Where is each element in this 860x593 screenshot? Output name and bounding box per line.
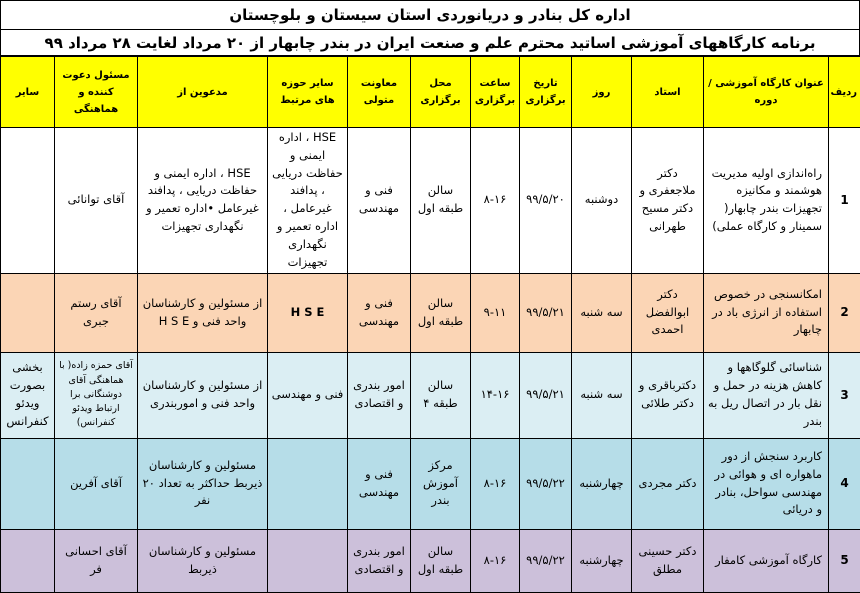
other-cell [1,438,55,529]
other-cell [1,273,55,352]
header-row [1,57,860,128]
col-header-venue: محل برگزاری [411,57,471,128]
coordinator-cell: آقای احسانی فر [55,529,138,592]
deputy-cell: فنی و مهندسی [348,128,411,274]
invitees-cell: از مسئولین و کارشناسان واحد فنی و اموربندری [138,352,268,438]
other-cell [1,529,55,592]
teacher-cell: دکتر حسینی مطلق [632,529,704,592]
row-number: 5 [829,529,860,592]
date-cell: ۹۹/۵/۲۱ [520,352,572,438]
invitees-cell: مسئولین و کارشناسان ذیربط [138,529,268,592]
coordinator-cell: آقای حمزه زاده( با هماهنگی آقای دوشنگانی برا ارتباط ویدئو کنفرانس) [55,352,138,438]
workshop-subject: کاربرد سنجش از دور ماهواره ای و هوائی در مهندسی سواحل، بنادر و دریائی [704,438,829,529]
table-row [1,128,860,274]
venue-cell: سالن طبقه اول [411,273,471,352]
related-fields-cell: H S E [268,273,348,352]
workshop-subject: امکانسنجی در خصوص استفاده از انرژی باد در چابهار [704,273,829,352]
coordinator-cell: آقای آفرین [55,438,138,529]
coordinator-cell: آقای رستم جبری [55,273,138,352]
related-fields-cell: فنی و مهندسی [268,352,348,438]
col-header-date: تاریخ برگزاری [520,57,572,128]
coordinator-cell: آقای توانائی [55,128,138,274]
col-header-time: ساعت برگزاری [471,57,520,128]
row-number: 2 [829,273,860,352]
col-header-day: روز [572,57,632,128]
col-header-invitees: مدعوین از [138,57,268,128]
col-header-related-fields: سایر حوزه های مرتبط [268,57,348,128]
deputy-cell: امور بندری و اقتصادی [348,352,411,438]
invitees-cell: HSE ، اداره ایمنی و حفاظت دریایی ، پدافند غیرعامل •اداره تعمیر و نگهداری تجهیزات [138,128,268,274]
venue-cell: سالن طبقه اول [411,128,471,274]
venue-cell: سالن طبقه ۴ [411,352,471,438]
table-row [1,529,860,592]
time-cell: ۹-۱۱ [471,273,520,352]
program-title: برنامه کارگاههای آموزشی اساتید محترم علم و صنعت ایران در بندر چابهار از ۲۰ مرداد لغایت ۲۸ مرداد ۹۹ [0,30,860,56]
deputy-cell: فنی و مهندسی [348,273,411,352]
row-number: 4 [829,438,860,529]
schedule-table [0,56,860,593]
col-header-subject: عنوان کارگاه آموزشی /دوره [704,57,829,128]
deputy-cell: امور بندری و اقتصادی [348,529,411,592]
date-cell: ۹۹/۵/۲۱ [520,273,572,352]
deputy-cell: فنی و مهندسی [348,438,411,529]
day-cell: چهارشنبه [572,529,632,592]
table-row [1,273,860,352]
col-header-teacher: استاد [632,57,704,128]
day-cell: سه شنبه [572,352,632,438]
other-cell: بخشی بصورت ویدئو کنفرانس [1,352,55,438]
row-number: 3 [829,352,860,438]
table-row [1,352,860,438]
other-cell [1,128,55,274]
date-cell: ۹۹/۵/۲۲ [520,438,572,529]
day-cell: چهارشنبه [572,438,632,529]
related-fields-cell: HSE ، اداره ایمنی و حفاظت دریایی ، پدافند غیرعامل ، اداره تعمیر و نگهداری تجهیزات [268,128,348,274]
time-cell: ۸-۱۶ [471,438,520,529]
teacher-cell: دکتر ملاجعفری و دکتر مسیح طهرانی [632,128,704,274]
day-cell: دوشنبه [572,128,632,274]
workshop-subject: کارگاه آموزشی کامفار [704,529,829,592]
col-header-row-no: ردیف [829,57,860,128]
invitees-cell: مسئولین و کارشناسان ذیربط حداکثر به تعداد ۲۰ نفر [138,438,268,529]
venue-cell: مرکز آموزش بندر [411,438,471,529]
date-cell: ۹۹/۵/۲۲ [520,529,572,592]
teacher-cell: دکتر ابوالفضل احمدی [632,273,704,352]
col-header-other: سایر [1,57,55,128]
time-cell: ۸-۱۶ [471,529,520,592]
workshop-subject: شناسائی گلوگاهها و کاهش هزینه در حمل و نقل بار در اتصال ریل به بندر [704,352,829,438]
time-cell: ۱۴-۱۶ [471,352,520,438]
day-cell: سه شنبه [572,273,632,352]
col-header-deputy: معاونت متولی [348,57,411,128]
table-row [1,438,860,529]
teacher-cell: دکتر مجردی [632,438,704,529]
venue-cell: سالن طبقه اول [411,529,471,592]
workshop-subject: راه‌اندازی اولیه مدیریت هوشمند و مکانیزه تجهیزات بندر چابهار( سمینار و کارگاه عملی) [704,128,829,274]
col-header-coordinator: مسئول دعوت کننده و هماهنگی [55,57,138,128]
teacher-cell: دکترباقری و دکتر طلائی [632,352,704,438]
time-cell: ۸-۱۶ [471,128,520,274]
row-number: 1 [829,128,860,274]
related-fields-cell [268,438,348,529]
date-cell: ۹۹/۵/۲۰ [520,128,572,274]
invitees-cell: از مسئولین و کارشناسان واحد فنی و H S E [138,273,268,352]
org-title: اداره کل بنادر و دریانوردی استان سیستان و بلوچستان [0,0,860,30]
related-fields-cell [268,529,348,592]
